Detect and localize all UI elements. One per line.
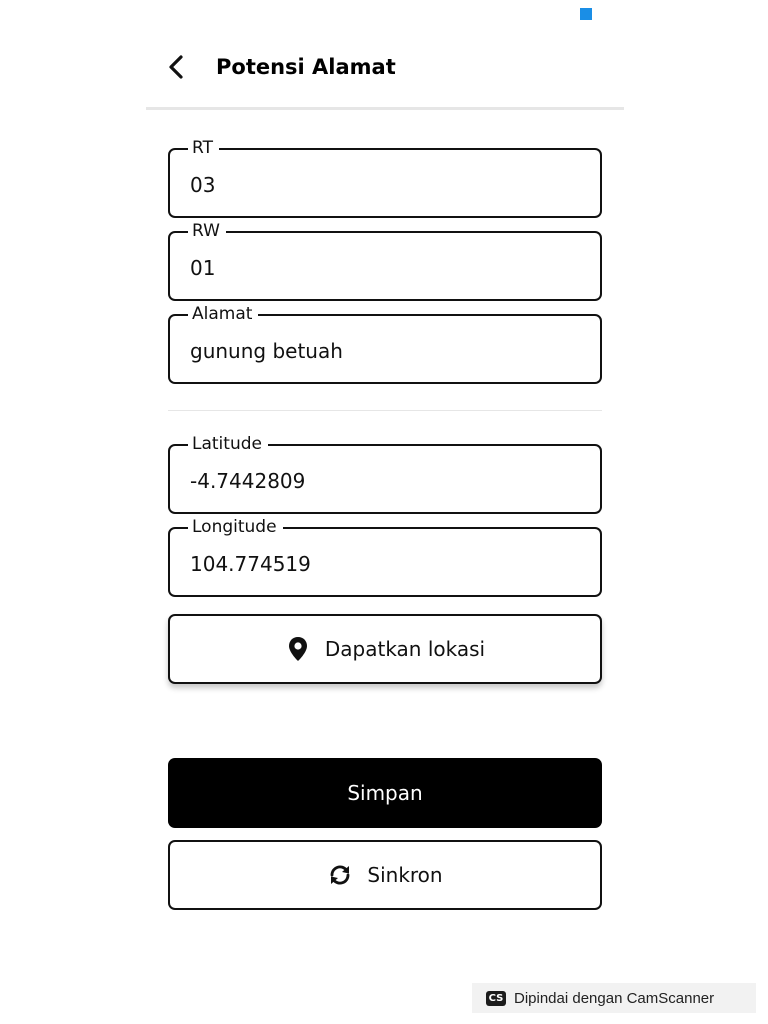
- save-button[interactable]: [168, 758, 602, 828]
- longitude-input[interactable]: [190, 549, 580, 579]
- sync-icon: [327, 862, 353, 888]
- rw-field-label: RW: [188, 221, 226, 241]
- sync-button[interactable]: [168, 840, 602, 910]
- page-title: Potensi Alamat: [216, 55, 396, 79]
- longitude-field-label: Longitude: [188, 517, 283, 537]
- status-indicator: [580, 8, 592, 20]
- app-header: [146, 40, 624, 94]
- latitude-field-label: Latitude: [188, 434, 268, 454]
- rt-field-label: RT: [188, 138, 219, 158]
- latitude-field[interactable]: [168, 434, 602, 514]
- section-divider: [168, 410, 602, 411]
- camscanner-watermark: [472, 983, 756, 1013]
- map-pin-icon: [285, 636, 311, 662]
- alamat-field[interactable]: [168, 304, 602, 384]
- rw-field[interactable]: [168, 221, 602, 301]
- sync-label: Sinkron: [367, 863, 443, 887]
- alamat-field-label: Alamat: [188, 304, 258, 324]
- longitude-field[interactable]: [168, 517, 602, 597]
- chevron-left-icon: [166, 54, 188, 80]
- alamat-input[interactable]: [190, 336, 580, 366]
- camscanner-logo: CS: [486, 991, 506, 1006]
- latitude-input[interactable]: [190, 466, 580, 496]
- back-button[interactable]: [162, 52, 192, 82]
- watermark-text: Dipindai dengan CamScanner: [514, 989, 715, 1007]
- get-location-label: Dapatkan lokasi: [324, 637, 486, 661]
- header-divider: [146, 107, 624, 110]
- rw-input[interactable]: [190, 253, 580, 283]
- rt-input[interactable]: [190, 170, 580, 200]
- get-location-button[interactable]: [168, 614, 602, 684]
- save-label: Simpan: [347, 781, 423, 805]
- rt-field[interactable]: [168, 138, 602, 218]
